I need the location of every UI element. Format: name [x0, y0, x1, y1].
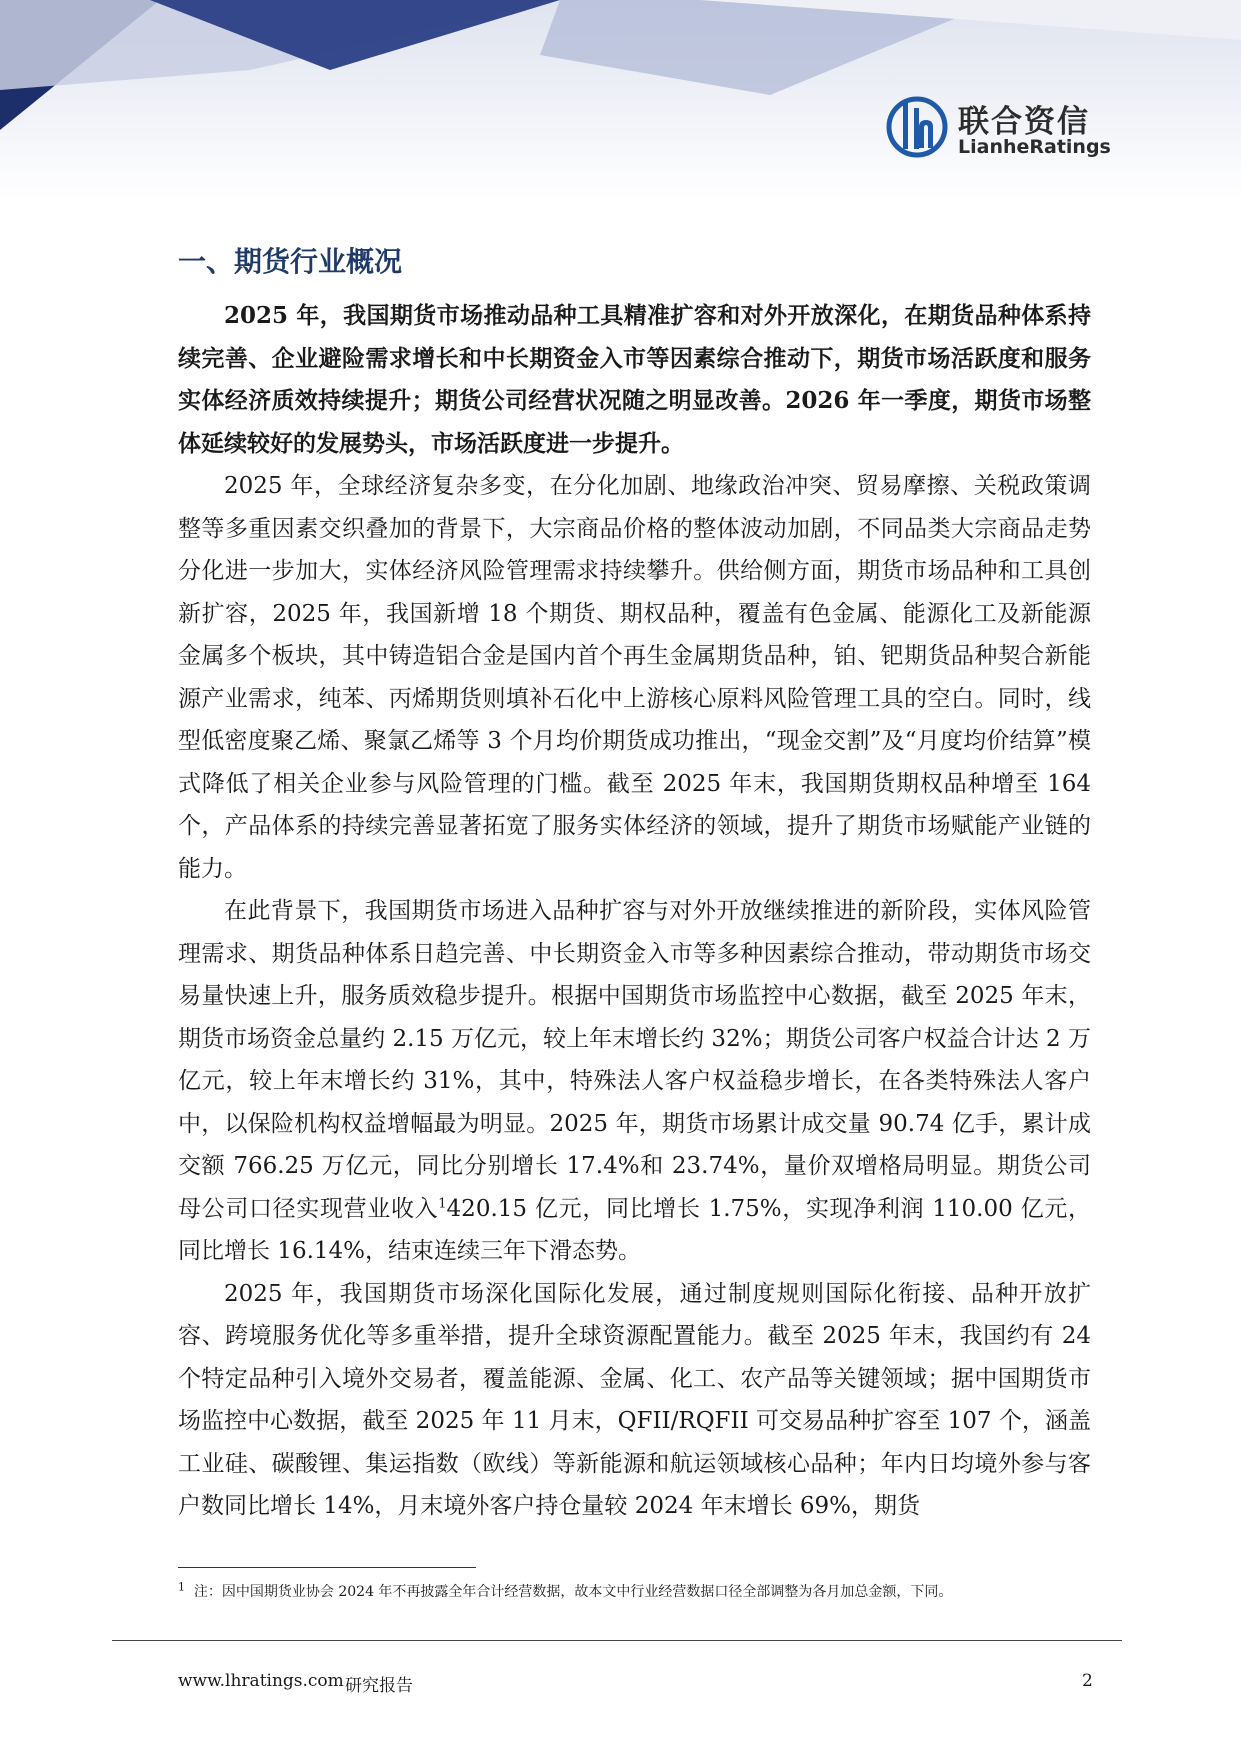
body-paragraph: 2025 年，全球经济复杂多变，在分化加剧、地缘政治冲突、贸易摩擦、关税政策调整等多重因素交织叠加的背景下，大宗商品价格的整体波动加剧，不同品类大宗商品走势分化进一步加大，实体经济风险管理需求持续攀升。供给侧方面，期货市场品种和工具创新扩容，2025 年，我国新增 18 个期货、期权品种，覆盖有色金属、能源化工及新能源金属多个板块，其中铸造铝合金是国内首个再生金属期货品种，铂、钯期货品种契合新能源产业需求，纯苯、丙烯期货则填补石化中上游核心原料风险管理工具的空白。同时，线型低密度聚乙烯、聚氯乙烯等 3 个月均价期货成功推出，“现金交割”及“月度均价结算”模式降低了相关企业参与风险管理的门槛。截至 2025 年末，我国期货期权品种增至 164 个，产品体系的持续完善显著拓宽了服务实体经济的领域，提升了期货市场赋能产业链的能力。	[178, 473, 1091, 882]
footnote-mark: 1	[178, 1580, 185, 1594]
footer-website-link[interactable]: www.lhratings.com	[178, 1671, 344, 1691]
summary-paragraph: 2025 年，我国期货市场推动品种工具精准扩容和对外开放深化，在期货品种体系持续完善、企业避险需求增长和中长期资金入市等因素综合推动下，期货市场活跃度和服务实体经济质效持续提升；期货公司经营状况随之明显改善。2026 年一季度，期货市场整体延续较好的发展势头，市场活跃度进一步提升。	[178, 302, 1091, 457]
body-paragraph	[178, 890, 1091, 1273]
footnote-text: 注：因中国期货业协会 2024 年不再披露全年合计经营数据，故本文中行业经营数据口径全部调整为各月加总金额，下同。	[193, 1584, 953, 1600]
footnote-reference[interactable]: 1	[438, 1195, 447, 1211]
footer-divider	[112, 1640, 1122, 1641]
lianhe-ratings-logo	[886, 94, 1111, 164]
footnote	[178, 1582, 1091, 1602]
paragraph-text: 420.15 亿元，同比增长 1.75%，实现净利润 110.00 亿元，同比增长 16.14%，结束连续三年下滑态势。	[178, 1195, 1092, 1264]
section-heading: 一、期货行业概况	[178, 245, 403, 278]
logo-name-english: LianheRatings	[958, 136, 1111, 158]
footer-document-type: 研究报告	[345, 1676, 413, 1696]
paragraph-text: 在此背景下，我国期货市场进入品种扩容与对外开放继续推进的新阶段，实体风险管理需求、期货品种体系日趋完善、中长期资金入市等多种因素综合推动，带动期货市场交易量快速上升，服务质效稳步提升。根据中国期货市场监控中心数据，截至 2025 年末，期货市场资金总量约 2.15 万亿元，较上年末增长约 32%；期货公司客户权益合计达 2 万亿元，较上年末增长约 31%，其中，特殊法人客户权益稳步增长，在各类特殊法人客户中，以保险机构权益增幅最为明显。2025 年，期货市场累计成交量 90.74 亿手，累计成交额 766.25 万亿元，同比分别增长 17.4%和 23.74%，量价双增格局明显。期货公司母公司口径实现营业收入	[178, 898, 1091, 1222]
logo-name-chinese: 联合资信	[958, 104, 1090, 140]
body-text	[178, 295, 1091, 1528]
body-paragraph: 2025 年，我国期货市场深化国际化发展，通过制度规则国际化衔接、品种开放扩容、跨境服务优化等多重举措，提升全球资源配置能力。截至 2025 年末，我国约有 24 个特定品种引入境外交易者，覆盖能源、金属、化工、农产品等关键领域；据中国期货市场监控中心数据，截至 2025 年 11 月末，QFII/RQFII 可交易品种扩容至 107 个，涵盖工业硅、碳酸锂、集运指数（欧线）等新能源和航运领域核心品种；年内日均境外参与客户数同比增长 14%，月末境外客户持仓量较 2024 年末增长 69%，期货	[178, 1280, 1091, 1519]
footnote-divider	[178, 1567, 476, 1568]
page-number: 2	[1082, 1671, 1093, 1691]
lianhe-ratings-logo-icon	[886, 94, 948, 160]
